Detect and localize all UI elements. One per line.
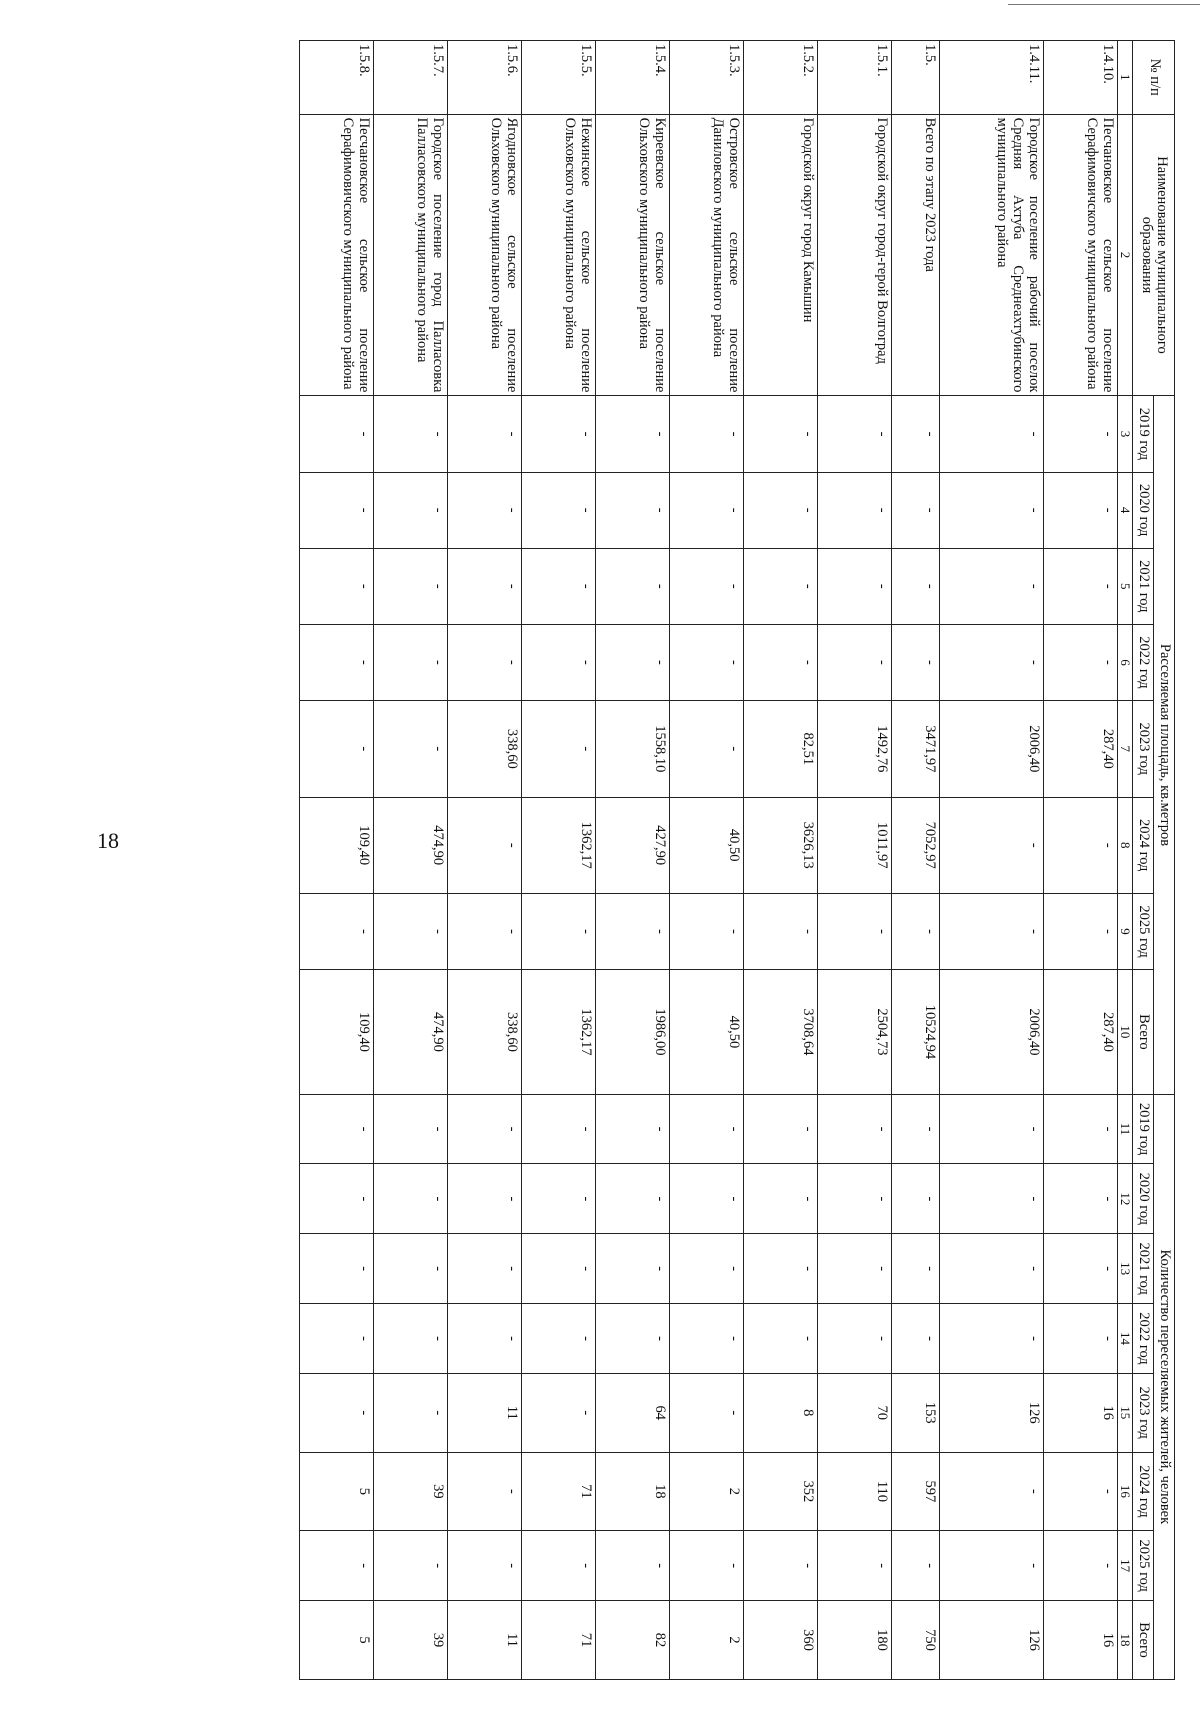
- rotated-table-wrapper: [55, 40, 1175, 1680]
- people-value: -: [669, 1234, 743, 1304]
- area-value: -: [669, 624, 743, 700]
- people-value: -: [817, 1304, 891, 1374]
- row-number: 1.5.3.: [669, 41, 743, 115]
- area-value: -: [891, 893, 939, 969]
- row-number: 1.5.5.: [521, 41, 595, 115]
- people-value: -: [373, 1373, 447, 1452]
- area-value: -: [1043, 548, 1117, 624]
- people-value: 110: [817, 1452, 891, 1531]
- people-value: 153: [891, 1373, 939, 1452]
- people-value: -: [595, 1164, 669, 1234]
- area-value: 109,40: [299, 970, 373, 1095]
- column-number: 6: [1117, 624, 1132, 700]
- area-value: -: [373, 548, 447, 624]
- people-value: -: [521, 1164, 595, 1234]
- area-value: -: [299, 701, 373, 797]
- header-area-group: Расселяемая площадь, кв.метров: [1154, 396, 1175, 1094]
- municipality-name: Ягодновское сельское поселение Ольховского муниципального района: [447, 114, 521, 396]
- area-value: 2006,40: [939, 970, 1043, 1095]
- area-value: 1558,10: [595, 701, 669, 797]
- area-value: -: [891, 472, 939, 548]
- people-value: -: [595, 1304, 669, 1374]
- area-value: -: [939, 472, 1043, 548]
- area-value: 338,60: [447, 701, 521, 797]
- people-value: -: [743, 1304, 817, 1374]
- header-year-people: 2023 год: [1133, 1373, 1154, 1452]
- people-value: -: [447, 1452, 521, 1531]
- area-value: 1362,17: [521, 970, 595, 1095]
- people-value: -: [817, 1164, 891, 1234]
- area-value: -: [521, 893, 595, 969]
- people-value: 5: [299, 1601, 373, 1680]
- column-number: 15: [1117, 1373, 1132, 1452]
- area-value: 109,40: [299, 797, 373, 893]
- municipality-name: Городское поселение рабочий поселок Средняя Ахтуба Среднеахтубинского муниципального района: [939, 114, 1043, 396]
- header-year-people: 2019 год: [1133, 1094, 1154, 1164]
- people-value: 8: [743, 1373, 817, 1452]
- area-value: -: [373, 472, 447, 548]
- people-value: 2: [669, 1452, 743, 1531]
- table-row: [817, 41, 891, 1680]
- header-year-area: 2025 год: [1133, 893, 1154, 969]
- area-value: -: [939, 548, 1043, 624]
- area-value: -: [1043, 797, 1117, 893]
- people-value: 16: [1043, 1373, 1117, 1452]
- row-number: 1.5.2.: [743, 41, 817, 115]
- area-value: 287,40: [1043, 701, 1117, 797]
- people-value: -: [1043, 1531, 1117, 1601]
- area-value: -: [373, 624, 447, 700]
- people-value: -: [299, 1304, 373, 1374]
- header-year-area: 2019 год: [1133, 396, 1154, 472]
- header-year-people: 2020 год: [1133, 1164, 1154, 1234]
- people-value: -: [447, 1531, 521, 1601]
- area-value: -: [447, 624, 521, 700]
- people-value: -: [447, 1304, 521, 1374]
- column-number: 8: [1117, 797, 1132, 893]
- area-value: -: [817, 548, 891, 624]
- area-value: -: [447, 893, 521, 969]
- people-value: -: [743, 1234, 817, 1304]
- people-value: 71: [521, 1452, 595, 1531]
- people-value: 11: [447, 1373, 521, 1452]
- area-value: -: [521, 624, 595, 700]
- area-value: 2504,73: [817, 970, 891, 1095]
- people-value: -: [817, 1094, 891, 1164]
- people-value: -: [939, 1234, 1043, 1304]
- people-value: -: [939, 1531, 1043, 1601]
- people-value: -: [299, 1373, 373, 1452]
- people-value: -: [669, 1304, 743, 1374]
- row-number: 1.5.7.: [373, 41, 447, 115]
- area-value: 10524,94: [891, 970, 939, 1095]
- people-value: -: [521, 1234, 595, 1304]
- header-total-people: Всего: [1133, 1601, 1154, 1680]
- area-value: -: [939, 624, 1043, 700]
- header-column-numbers: [1117, 41, 1132, 1680]
- area-value: -: [595, 548, 669, 624]
- people-value: -: [1043, 1304, 1117, 1374]
- municipality-name: Городской округ город Камышин: [743, 114, 817, 396]
- area-value: 287,40: [1043, 970, 1117, 1095]
- people-value: -: [939, 1164, 1043, 1234]
- header-people-group: Количество переселяемых жителей, человек: [1154, 1094, 1175, 1679]
- header-no: № п/п: [1133, 41, 1175, 115]
- area-value: -: [447, 797, 521, 893]
- area-value: 474,90: [373, 970, 447, 1095]
- area-value: 474,90: [373, 797, 447, 893]
- column-number: 18: [1117, 1601, 1132, 1680]
- column-number: 17: [1117, 1531, 1132, 1601]
- area-value: 427,90: [595, 797, 669, 893]
- area-value: -: [817, 472, 891, 548]
- area-value: 40,50: [669, 970, 743, 1095]
- people-value: -: [373, 1094, 447, 1164]
- area-value: -: [891, 624, 939, 700]
- people-value: -: [1043, 1234, 1117, 1304]
- area-value: 1011,97: [817, 797, 891, 893]
- people-value: -: [595, 1531, 669, 1601]
- area-value: -: [669, 396, 743, 472]
- people-value: -: [521, 1531, 595, 1601]
- row-number: 1.5.1.: [817, 41, 891, 115]
- table-row: [939, 41, 1043, 1680]
- table-row: [521, 41, 595, 1680]
- area-value: -: [939, 797, 1043, 893]
- people-value: -: [891, 1094, 939, 1164]
- people-value: -: [447, 1234, 521, 1304]
- people-value: -: [373, 1304, 447, 1374]
- area-value: 3626,13: [743, 797, 817, 893]
- area-value: -: [743, 396, 817, 472]
- area-value: -: [669, 548, 743, 624]
- column-number: 4: [1117, 472, 1132, 548]
- column-number: 12: [1117, 1164, 1132, 1234]
- people-value: -: [595, 1094, 669, 1164]
- people-value: -: [299, 1531, 373, 1601]
- area-value: -: [817, 893, 891, 969]
- people-value: 597: [891, 1452, 939, 1531]
- area-value: -: [447, 548, 521, 624]
- row-number: 1.5.4.: [595, 41, 669, 115]
- area-value: 338,60: [447, 970, 521, 1095]
- people-value: -: [817, 1531, 891, 1601]
- area-value: -: [373, 893, 447, 969]
- row-number: 1.5.6.: [447, 41, 521, 115]
- area-value: 1362,17: [521, 797, 595, 893]
- area-value: -: [299, 396, 373, 472]
- people-value: -: [743, 1164, 817, 1234]
- area-value: -: [595, 893, 669, 969]
- people-value: -: [447, 1164, 521, 1234]
- municipality-name: Всего по этапу 2023 года: [891, 114, 939, 396]
- people-value: -: [299, 1094, 373, 1164]
- municipality-name: Песчановское сельское поселение Серафимовичского муниципального района: [1043, 114, 1117, 396]
- people-value: -: [939, 1094, 1043, 1164]
- column-number: 1: [1117, 41, 1132, 115]
- column-number: 2: [1117, 114, 1132, 396]
- people-value: -: [669, 1373, 743, 1452]
- people-value: -: [373, 1531, 447, 1601]
- area-value: -: [891, 396, 939, 472]
- people-value: -: [669, 1094, 743, 1164]
- table-row: [447, 41, 521, 1680]
- people-value: -: [373, 1234, 447, 1304]
- area-value: -: [373, 701, 447, 797]
- people-value: -: [891, 1531, 939, 1601]
- area-value: 3471,97: [891, 701, 939, 797]
- area-value: -: [743, 624, 817, 700]
- area-value: -: [891, 548, 939, 624]
- area-value: 82,51: [743, 701, 817, 797]
- area-value: -: [595, 472, 669, 548]
- area-value: -: [521, 548, 595, 624]
- area-value: -: [447, 396, 521, 472]
- header-total-area: Всего: [1133, 970, 1154, 1095]
- column-number: 10: [1117, 970, 1132, 1095]
- people-value: 18: [595, 1452, 669, 1531]
- people-value: 5: [299, 1452, 373, 1531]
- people-value: 39: [373, 1601, 447, 1680]
- header-year-area: 2024 год: [1133, 797, 1154, 893]
- municipality-name: Песчановское сельское поселение Серафимовичского муниципального района: [299, 114, 373, 396]
- area-value: -: [595, 624, 669, 700]
- area-value: -: [299, 624, 373, 700]
- area-value: 1492,76: [817, 701, 891, 797]
- area-value: -: [1043, 624, 1117, 700]
- area-value: 40,50: [669, 797, 743, 893]
- row-number: 1.4.11.: [939, 41, 1043, 115]
- people-value: 64: [595, 1373, 669, 1452]
- people-value: 39: [373, 1452, 447, 1531]
- people-value: -: [743, 1094, 817, 1164]
- header-year-people: 2024 год: [1133, 1452, 1154, 1531]
- people-value: -: [1043, 1164, 1117, 1234]
- area-value: -: [299, 472, 373, 548]
- header-year-people: 2022 год: [1133, 1304, 1154, 1374]
- area-value: 3708,64: [743, 970, 817, 1095]
- column-number: 9: [1117, 893, 1132, 969]
- people-value: 16: [1043, 1601, 1117, 1680]
- column-number: 3: [1117, 396, 1132, 472]
- area-value: -: [743, 472, 817, 548]
- area-value: -: [521, 472, 595, 548]
- people-value: 360: [743, 1601, 817, 1680]
- column-number: 5: [1117, 548, 1132, 624]
- header-year-area: 2020 год: [1133, 472, 1154, 548]
- people-value: 126: [939, 1601, 1043, 1680]
- table-row: [373, 41, 447, 1680]
- people-value: 352: [743, 1452, 817, 1531]
- people-value: -: [521, 1094, 595, 1164]
- table-body: [299, 41, 1117, 1680]
- header-year-area: 2021 год: [1133, 548, 1154, 624]
- area-value: -: [817, 396, 891, 472]
- area-value: -: [817, 624, 891, 700]
- column-number: 7: [1117, 701, 1132, 797]
- top-rule: [1008, 4, 1200, 5]
- row-number: 1.4.10.: [1043, 41, 1117, 115]
- area-value: -: [299, 548, 373, 624]
- people-value: 71: [521, 1601, 595, 1680]
- table-row: [299, 41, 373, 1680]
- area-value: -: [1043, 893, 1117, 969]
- people-value: 750: [891, 1601, 939, 1680]
- people-value: -: [669, 1531, 743, 1601]
- column-number: 11: [1117, 1094, 1132, 1164]
- people-value: -: [299, 1164, 373, 1234]
- table-header: [1117, 41, 1174, 1680]
- area-value: -: [743, 548, 817, 624]
- people-value: -: [1043, 1094, 1117, 1164]
- municipality-name: Островское сельское поселение Даниловского муниципального района: [669, 114, 743, 396]
- area-value: -: [521, 701, 595, 797]
- people-value: -: [595, 1234, 669, 1304]
- people-value: -: [373, 1164, 447, 1234]
- area-value: -: [669, 701, 743, 797]
- header-year-people: 2021 год: [1133, 1234, 1154, 1304]
- municipality-name: Киреевское сельское поселение Ольховского муниципального района: [595, 114, 669, 396]
- header-year-people: 2025 год: [1133, 1531, 1154, 1601]
- people-value: -: [891, 1164, 939, 1234]
- people-value: 82: [595, 1601, 669, 1680]
- area-value: -: [669, 893, 743, 969]
- area-value: -: [299, 893, 373, 969]
- area-value: -: [669, 472, 743, 548]
- people-value: 126: [939, 1373, 1043, 1452]
- people-value: -: [939, 1452, 1043, 1531]
- area-value: -: [373, 396, 447, 472]
- header-year-area: 2023 год: [1133, 701, 1154, 797]
- people-value: -: [299, 1234, 373, 1304]
- municipality-name: Нежинское сельское поселение Ольховского муниципального района: [521, 114, 595, 396]
- table-row: [1043, 41, 1117, 1680]
- row-number: 1.5.8.: [299, 41, 373, 115]
- column-number: 16: [1117, 1452, 1132, 1531]
- area-value: -: [595, 396, 669, 472]
- people-value: -: [817, 1234, 891, 1304]
- municipality-name: Городской округ город-герой Волгоград: [817, 114, 891, 396]
- people-value: 180: [817, 1601, 891, 1680]
- resettlement-table: [299, 40, 1175, 1680]
- table-row: [743, 41, 817, 1680]
- area-value: 1986,00: [595, 970, 669, 1095]
- area-value: -: [743, 893, 817, 969]
- area-value: -: [1043, 472, 1117, 548]
- area-value: -: [521, 396, 595, 472]
- people-value: -: [1043, 1452, 1117, 1531]
- column-number: 13: [1117, 1234, 1132, 1304]
- people-value: 2: [669, 1601, 743, 1680]
- people-value: -: [891, 1304, 939, 1374]
- area-value: 7052,97: [891, 797, 939, 893]
- area-value: -: [1043, 396, 1117, 472]
- column-number: 14: [1117, 1304, 1132, 1374]
- area-value: -: [447, 472, 521, 548]
- people-value: -: [447, 1094, 521, 1164]
- area-value: 2006,40: [939, 701, 1043, 797]
- people-value: 11: [447, 1601, 521, 1680]
- area-value: -: [939, 893, 1043, 969]
- people-value: -: [891, 1234, 939, 1304]
- people-value: -: [939, 1304, 1043, 1374]
- page-number: 18: [97, 828, 119, 853]
- people-value: 70: [817, 1373, 891, 1452]
- table-row: [669, 41, 743, 1680]
- area-value: -: [939, 396, 1043, 472]
- people-value: -: [521, 1373, 595, 1452]
- municipality-name: Городское поселение город Палласовка Палласовского муниципального района: [373, 114, 447, 396]
- table-row: [891, 41, 939, 1680]
- row-number: 1.5.: [891, 41, 939, 115]
- people-value: -: [521, 1304, 595, 1374]
- header-year-area: 2022 год: [1133, 624, 1154, 700]
- header-name: Наименование муниципального образования: [1133, 114, 1175, 396]
- people-value: -: [743, 1531, 817, 1601]
- people-value: -: [669, 1164, 743, 1234]
- table-row: [595, 41, 669, 1680]
